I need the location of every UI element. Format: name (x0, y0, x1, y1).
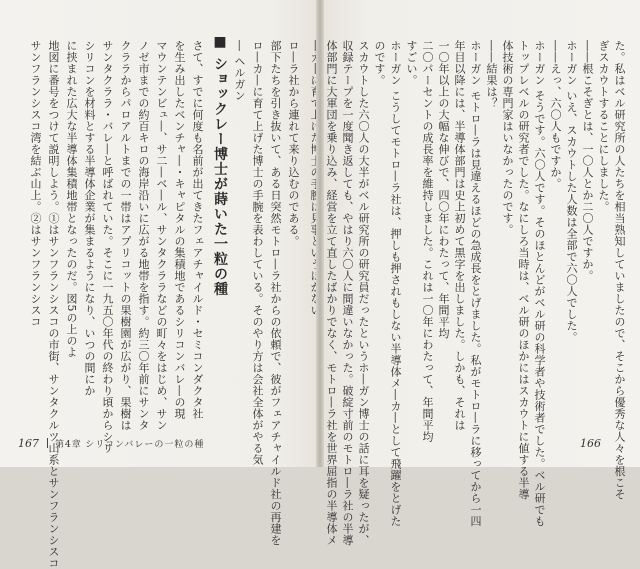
text-column: ホーガン いえ、スカウトした人数は全部で六〇人でした。 (565, 40, 578, 343)
text-column: スカウトした六〇人の大半がベル研究所の研究員だったというホ―ガン博士の話に耳を疑ったが、 (357, 40, 370, 546)
text-column: サンフランシスコ湾を結ぶ山上。②はサンフランシスコ (29, 40, 42, 328)
text-column: 二〇パーセントの成長率を維持しました。これは一〇年にわたって、年間平均 (421, 40, 434, 443)
text-column: 部下たちを引き抜いて、ある日突然モトロ―ラ社からの依頼で、彼がフェアチャイルド社の再建を (269, 40, 282, 546)
text-column: ロ―カ―に育て上げた博士の手腕を表わしている。そのやり方は会社全体がやる気 (251, 40, 264, 466)
text-column: トップレベルの研究者でした。なにしろ当時は、ベル研のほかにはスカウトに値する半導 (517, 40, 530, 500)
left-page-footer (18, 437, 204, 450)
text-column: ――根こそぎとは、一〇人とか二〇人ですか。 (581, 40, 594, 282)
chapter-label: 第4章 (55, 440, 82, 450)
text-column: すごい。 (405, 40, 418, 86)
text-column: 体部門に大軍団を乗り込み、経営を立て直したばかりでなく、モトロ―ラ社を世界屈指の半導体メ (325, 40, 338, 546)
text-column: ホーガン モトロ―ラは見違えるほどの急成長をとげました。私がモトロ―ラに移ってから一四 (469, 40, 482, 527)
text-column: 収録テープを一度聞き返しても、やはり六〇人に間違いなかった。破綻寸前のモトロ―ラ社の半導 (341, 40, 354, 546)
text-column: 一〇年以上の大幅な伸びで、四〇年にわたって、年間平均 (437, 40, 450, 339)
text-column: ホーガン そうです。六〇人です。そのほとんどがベル研の科学者や技術者でした。ベル研でも (533, 40, 546, 527)
right-page (320, 0, 640, 546)
text-column: ぎスカウトすることにしました。 (597, 40, 610, 213)
footer-divider (47, 438, 48, 448)
section-heading-text: ■ ショックレー博士が蒔いた一粒の種 (212, 34, 228, 297)
text-column: さて、すでに何度も名前が出てきたフェアチャイルド・セミコンダクタ社 (191, 40, 204, 420)
text-column: ロ―ラ社から連れて来り込むのである。 (287, 40, 300, 247)
text-column: ホーガン こうしてモトロ―ラ社は、押しも押されもしない半導体メ―カ―として飛躍をとげた (389, 40, 402, 527)
text-column: に挟まれた広大な半導体集積地帯となったのだ。図5の上のよ (65, 40, 78, 358)
text-column: サンタクララ・バレ―と呼ばれていた。そこに一九五〇年代の終わり頃からシリ (101, 40, 114, 454)
text-column: ――えっ、六〇人もですか。 (549, 40, 562, 190)
text-column: マウンテンビュ―、サ二―ベ―ル、サンタクララなどの町々をはじめ、サン (155, 40, 168, 431)
book-gutter (316, 0, 324, 467)
text-column: のです。 (373, 40, 386, 86)
section-heading (210, 34, 230, 297)
text-column: た。私はベル研究所の人たちを相当熟知していましたので、そこから優秀な人々を根こそ (613, 40, 626, 500)
text-column: 体技術の専門家はいなかったのです。 (501, 40, 514, 236)
text-column: を生み出したベンチャ―・キャピタルの集積地であるシリコンバレ―の現 (173, 40, 186, 420)
text-column: ノゼ市までの約百キロの海岸沿いに広がる地帯を指す。約三〇年前にサンタ (137, 40, 150, 431)
page-number: 167 (18, 437, 39, 450)
text-column: 地図に番号をつけて説明しよう。①はサンフランシスコの市街、サンタクルツ山系とサンフランシスコ (47, 40, 60, 569)
text-column: ――結果は？ (485, 40, 498, 109)
right-page-footer (580, 437, 601, 450)
text-column: シリコンを材料とする半導体企業が集まるようになり、いつの間にか (83, 40, 96, 397)
running-head: シリコンバレーの一粒の種 (85, 440, 205, 450)
text-column: 年目以降には、半導体部門は史上初めて黒字を出しました。しかも、それは (453, 40, 466, 431)
page-number: 166 (580, 437, 601, 450)
text-column: クララからパロアルトまでの一帯はアプリコットの果樹園が広がり、果樹は (119, 40, 132, 431)
text-column: ― ヘルガン (233, 40, 246, 102)
